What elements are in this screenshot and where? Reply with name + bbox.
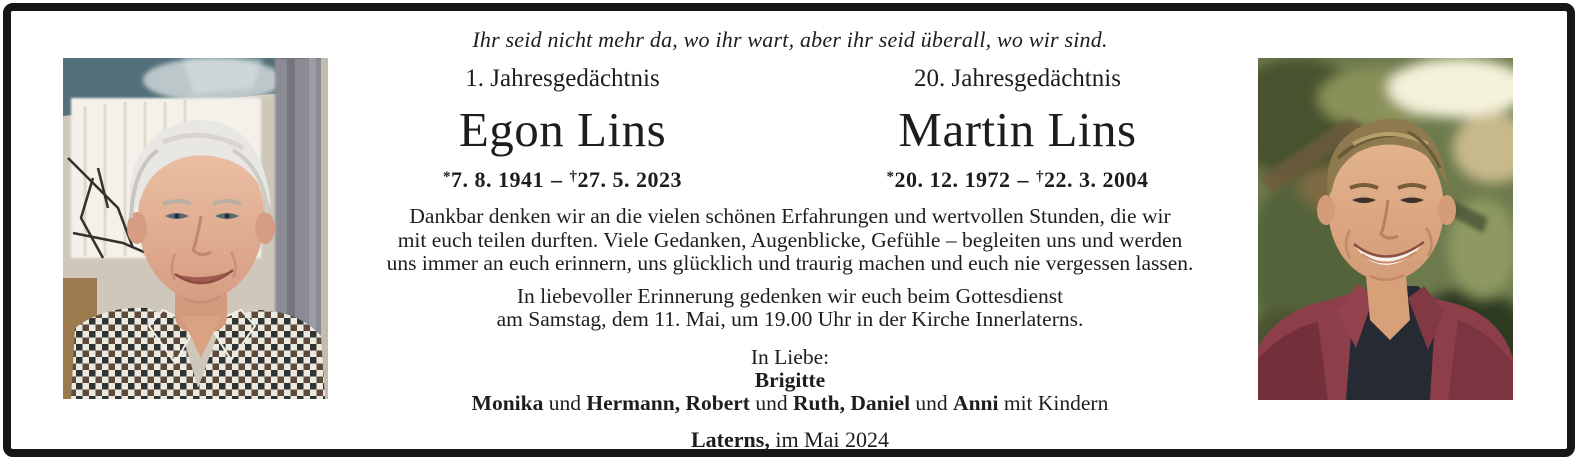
date-text: im Mai 2024 [769, 426, 889, 452]
family-segment: mit Kindern [998, 390, 1109, 415]
farewell-intro: In Liebe: [750, 344, 830, 369]
memorial-text-line-1: Dankbar denken wir an die vielen schönen Erfahrungen und wertvollen Stunden, die wir [409, 204, 1171, 228]
family-segment: Hermann, Robert [586, 390, 750, 415]
person-name-egon: Egon Lins [458, 102, 667, 157]
birth-symbol: * [443, 169, 451, 185]
date-dash: – [1017, 167, 1029, 192]
person-egon [335, 62, 790, 195]
photo-martin-illustration [1258, 58, 1513, 400]
service-announcement [335, 285, 1245, 332]
anniversary-label-martin: 20. Jahresgedächtnis [914, 65, 1121, 92]
photo-egon-lins [63, 58, 328, 399]
service-line-2: am Samstag, dem 11. Mai, um 19.00 Uhr in der Kirche Innerlaterns. [496, 307, 1084, 331]
family-segment: und [910, 390, 954, 415]
family-segment: Anni [953, 390, 999, 415]
death-date: 22. 3. 2004 [1044, 167, 1149, 192]
memorial-text-line-2: mit euch teilen durften. Viele Gedanken, Augenblicke, Gefühle – begleiten uns und werden [397, 227, 1183, 252]
date-dash: – [551, 167, 563, 192]
place-name: Laterns, [691, 426, 770, 452]
death-symbol: † [569, 169, 578, 185]
death-date: 27. 5. 2023 [577, 167, 682, 192]
widow-name: Brigitte [754, 367, 826, 392]
life-dates-martin [790, 162, 1245, 195]
photo-martin-lins [1258, 58, 1513, 400]
memorial-quote: Ihr seid nicht mehr da, wo ihr wart, aber ihr seid überall, wo wir sind. [472, 27, 1108, 52]
birth-date: 20. 12. 1972 [894, 167, 1011, 192]
family-segment: und [543, 390, 587, 415]
person-name-martin: Martin Lins [898, 102, 1137, 157]
place-date-line [335, 427, 1245, 453]
anniversary-label-egon: 1. Jahresgedächtnis [465, 65, 660, 92]
memorial-text-line-3: uns immer an euch erinnern, uns glücklich und traurig machen und euch nie vergessen lassen. [386, 251, 1194, 275]
death-symbol: † [1036, 169, 1044, 185]
family-segment: Monika [471, 390, 544, 415]
person-martin [790, 62, 1245, 195]
family-names-line [335, 392, 1245, 415]
photo-egon-illustration [63, 58, 328, 399]
life-dates-egon [335, 162, 790, 195]
notice-text-column [335, 26, 1245, 453]
service-line-1: In liebevoller Erinnerung gedenken wir euch beim Gottesdienst [516, 283, 1064, 308]
persons-row [335, 62, 1245, 195]
birth-symbol: * [886, 169, 895, 185]
memorial-text [335, 205, 1245, 276]
family-segment: und [749, 390, 793, 415]
birth-date: 7. 8. 1941 [451, 167, 544, 192]
farewell-block [335, 346, 1245, 415]
family-segment: Ruth, Daniel [792, 390, 911, 415]
